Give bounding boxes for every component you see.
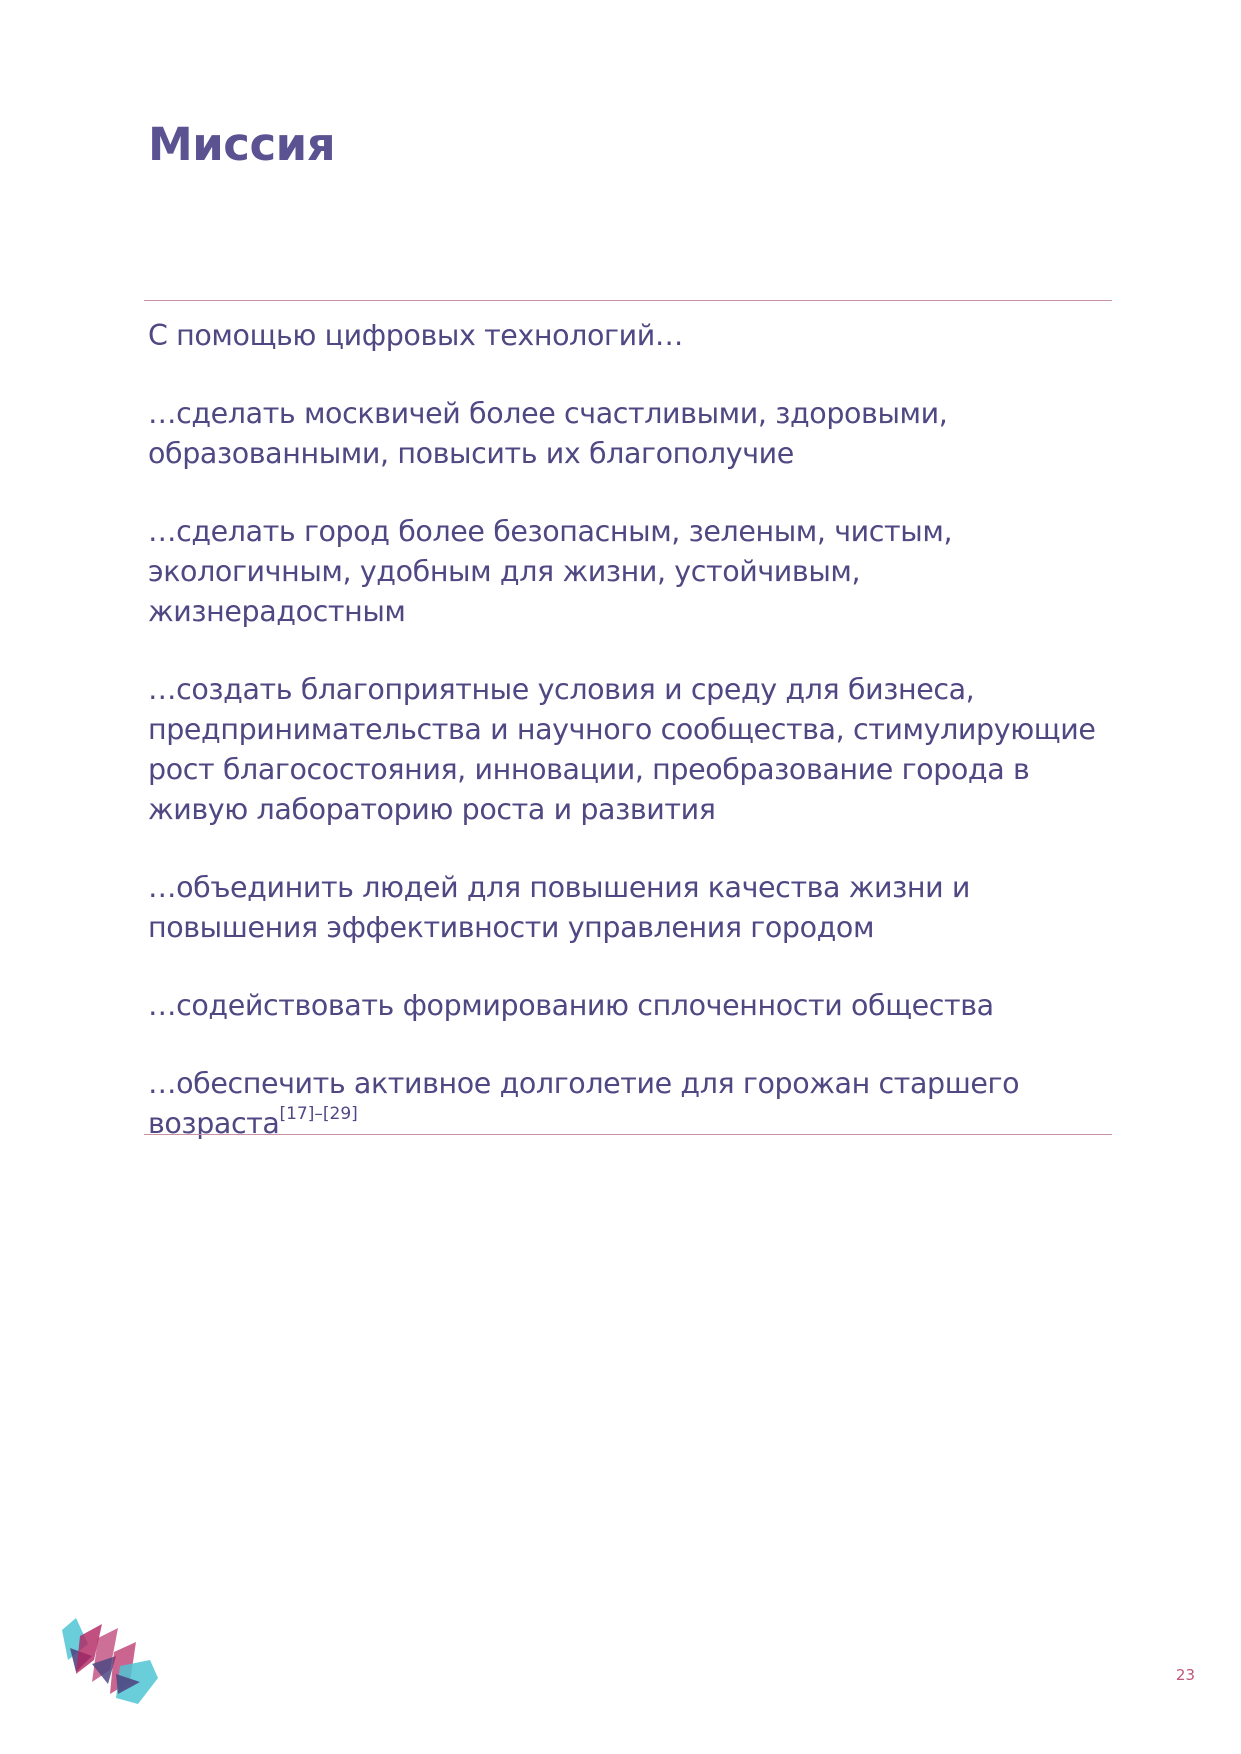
mission-item-last — [148, 1064, 1108, 1144]
mission-item-last-text: …обеспечить активное долголетие для горожан старшего возраста — [148, 1067, 1020, 1140]
mission-item: …сделать москвичей более счастливыми, здоровыми, образованными, повысить их благополучие — [148, 397, 948, 470]
mission-item: …создать благоприятные условия и среду для бизнеса, предпринимательства и научного сообщества, стимулирующие рост благосостояния, инновации, преобразование города в живую лабораторию роста и развития — [148, 673, 1096, 826]
reference-superscript: [17]–[29] — [279, 1104, 358, 1124]
mission-intro: С помощью цифровых технологий… — [148, 319, 683, 352]
abstract-triangles-logo-icon — [58, 1616, 162, 1706]
mission-item: …объединить людей для повышения качества жизни и повышения эффективности управления городом — [148, 871, 971, 944]
mission-list — [148, 316, 1108, 1182]
top-divider — [144, 300, 1112, 301]
page-number: 23 — [1175, 1666, 1195, 1684]
mission-item: …содействовать формированию сплоченности общества — [148, 989, 994, 1022]
page-title: Миссия — [148, 118, 336, 171]
mission-item: …сделать город более безопасным, зеленым, чистым, экологичным, удобным для жизни, устойчивым, жизнерадостным — [148, 515, 953, 628]
bottom-divider — [144, 1134, 1112, 1135]
